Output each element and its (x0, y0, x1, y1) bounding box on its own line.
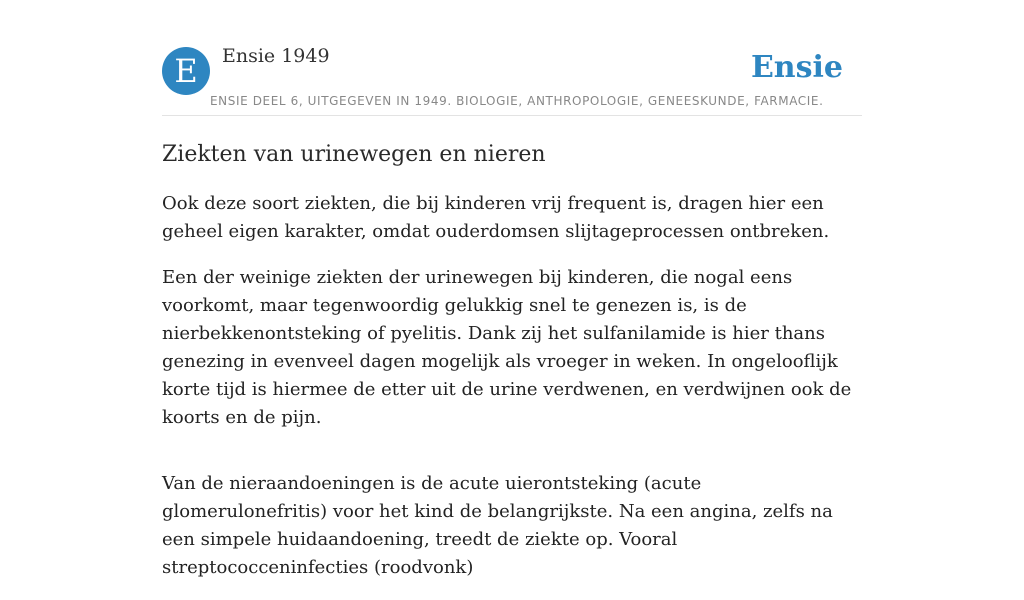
article-paragraph: Ook deze soort ziekten, die bij kinderen vrij frequent is, dragen hier een geheel eigen karakter, omdat ouderdomsen slijtageprocessen ontbreken. (162, 193, 830, 242)
article-paragraph: Een der weinige ziekten der urinewegen bij kinderen, die nogal eens voorkomt, maar tegenwoordig gelukkig snel te genezen is, is de nierbekkenontsteking of pyelitis. Dank zij het sulfanilamide is hier thans genezing in evenveel dagen mogelijk als vroeger in weken. In ongelooflijk korte tijd is hiermee de etter uit de urine verdwenen, en verdwijnen ook de koorts en de pijn. (162, 267, 852, 428)
header-divider (162, 115, 862, 116)
article-paragraph: Van de nieraandoeningen is de acute uierontsteking (acute glomerulonefritis) voor het kind de belangrijkste. Na een angina, zelfs na een simpele huidaandoening, treedt de ziekte op. Vooral streptococceninfecties (roodvonk) (162, 473, 833, 578)
source-subtitle: ENSIE DEEL 6, UITGEGEVEN IN 1949. BIOLOGIE, ANTHROPOLOGIE, GENEESKUNDE, FARMACIE. (210, 94, 824, 108)
ensie-logo-icon[interactable]: E (162, 47, 210, 95)
brand-link[interactable]: Ensie (750, 50, 843, 85)
article-title: Ziekten van urinewegen en nieren (162, 142, 546, 167)
article (162, 139, 862, 600)
site-name[interactable]: Ensie 1949 (222, 45, 330, 67)
